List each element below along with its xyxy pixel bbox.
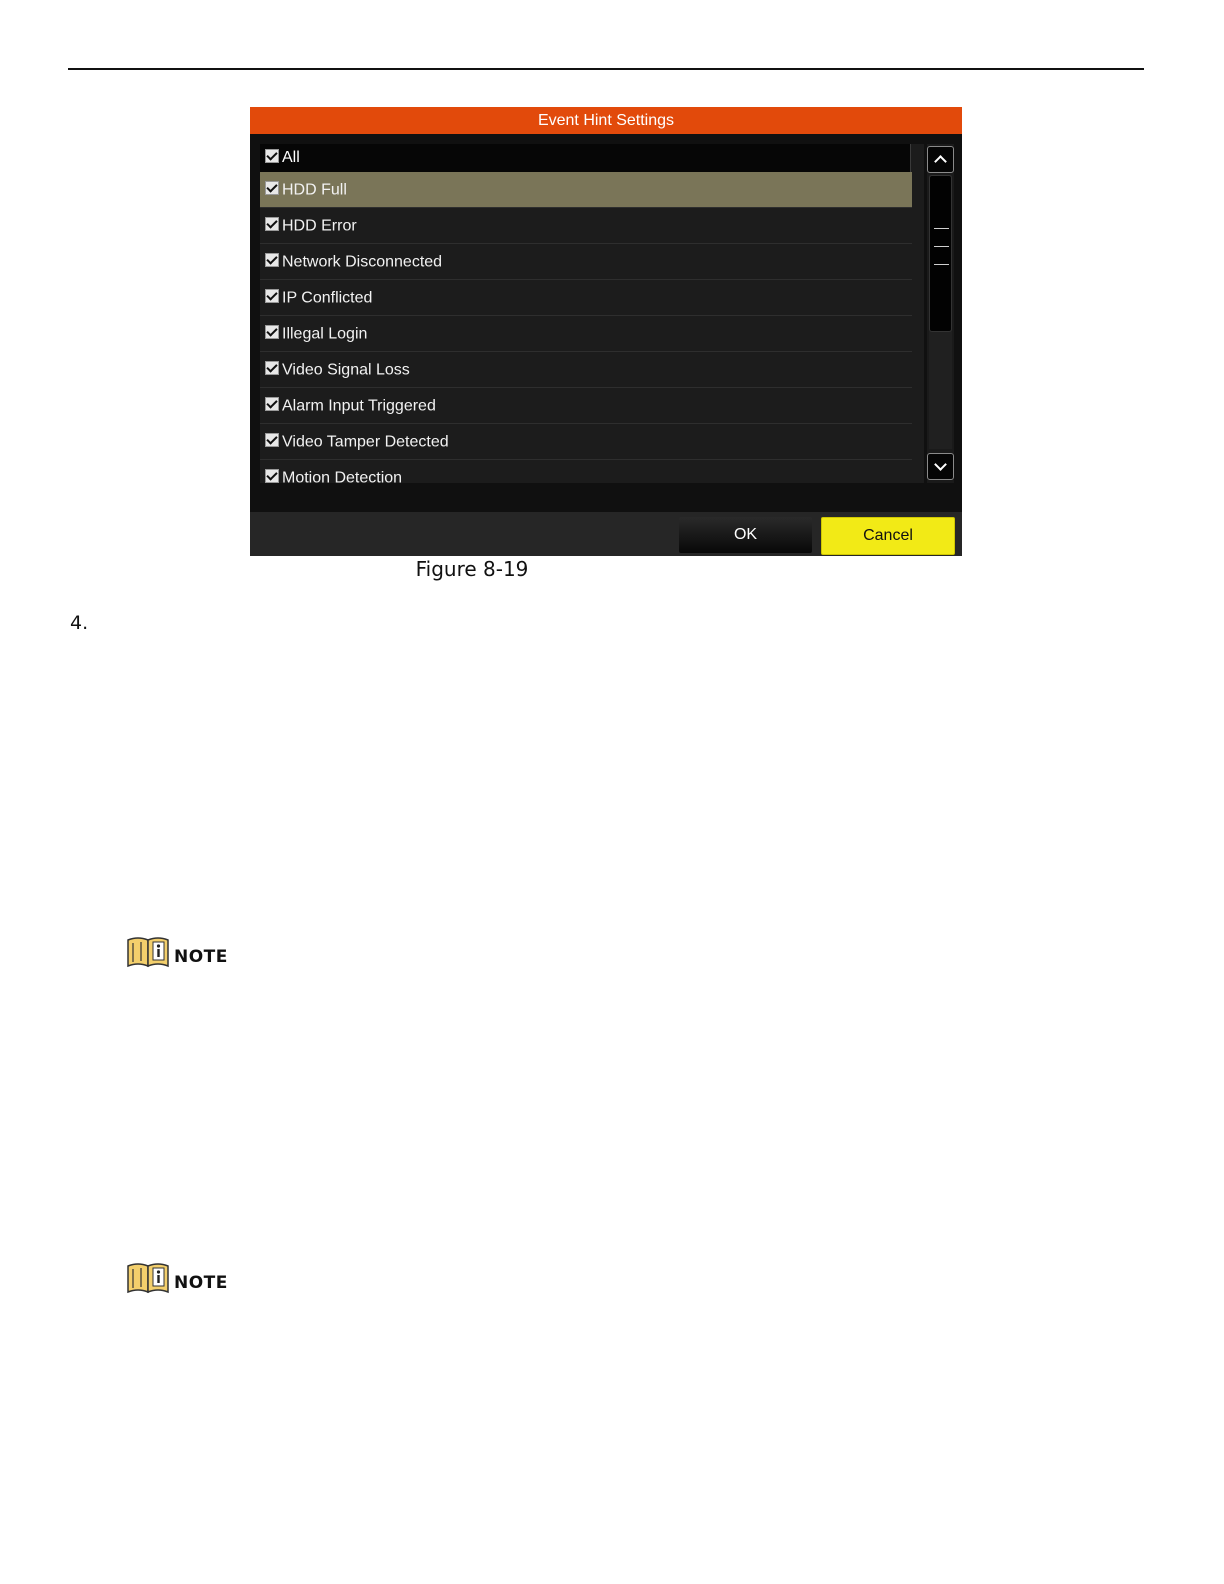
list-item-motion-detection[interactable]: [260, 460, 912, 483]
list-item-video-tamper-detected[interactable]: [260, 424, 912, 460]
list-item-alarm-input-triggered[interactable]: [260, 388, 912, 424]
list-item-illegal-login[interactable]: [260, 316, 912, 352]
scroll-track[interactable]: [929, 175, 952, 449]
list-item-label: Video Signal Loss: [282, 361, 410, 379]
list-item-hdd-full[interactable]: [260, 172, 912, 208]
list-item-label: IP Conflicted: [282, 289, 373, 307]
scroll-down-button[interactable]: [927, 453, 954, 480]
dialog-footer: [250, 512, 962, 556]
checkbox[interactable]: [265, 325, 279, 339]
select-all-checkbox[interactable]: [265, 149, 279, 163]
checkbox[interactable]: [265, 433, 279, 447]
select-all-label: All: [282, 149, 300, 166]
scroll-up-button[interactable]: [927, 146, 954, 173]
list-item-network-disconnected[interactable]: [260, 244, 912, 280]
cancel-button[interactable]: Cancel: [821, 517, 955, 555]
list-item-video-signal-loss[interactable]: [260, 352, 912, 388]
list-item-ip-conflicted[interactable]: [260, 280, 912, 316]
checkbox[interactable]: [265, 361, 279, 375]
page-header-rule: [68, 68, 1144, 70]
dialog-title: Event Hint Settings: [250, 107, 962, 134]
note-callout: [126, 1261, 246, 1297]
list-scrollbar[interactable]: [927, 144, 954, 483]
scroll-thumb[interactable]: [929, 175, 952, 332]
note-callout: [126, 935, 246, 971]
book-info-icon: [126, 1261, 172, 1295]
list-item-label: Motion Detection: [282, 469, 403, 483]
grip-line: [934, 228, 949, 229]
chevron-up-icon: [934, 155, 947, 168]
figure-caption: Figure 8-19: [415, 557, 529, 581]
list-item-label: HDD Full: [282, 181, 347, 199]
book-info-icon: [126, 935, 172, 969]
checkbox[interactable]: [265, 217, 279, 231]
list-item-hdd-error[interactable]: [260, 208, 912, 244]
list-item-label: Network Disconnected: [282, 253, 443, 271]
list-item-label: HDD Error: [282, 217, 357, 235]
ok-button[interactable]: OK: [679, 517, 812, 553]
step-number: 4.: [70, 612, 89, 634]
note-label: NOTE: [174, 1273, 228, 1293]
list-item-label: Video Tamper Detected: [282, 433, 449, 451]
select-all-row[interactable]: [260, 144, 911, 172]
note-label: NOTE: [174, 947, 228, 967]
grip-line: [934, 246, 949, 247]
event-list: [260, 144, 924, 483]
checkbox[interactable]: [265, 253, 279, 267]
checkbox[interactable]: [265, 469, 279, 483]
event-hint-settings-dialog: [250, 107, 962, 556]
checkbox[interactable]: [265, 397, 279, 411]
grip-line: [934, 264, 949, 265]
checkbox[interactable]: [265, 181, 279, 195]
list-item-label: Illegal Login: [282, 325, 368, 343]
list-item-label: Alarm Input Triggered: [282, 397, 436, 415]
checkbox[interactable]: [265, 289, 279, 303]
chevron-down-icon: [934, 458, 947, 471]
